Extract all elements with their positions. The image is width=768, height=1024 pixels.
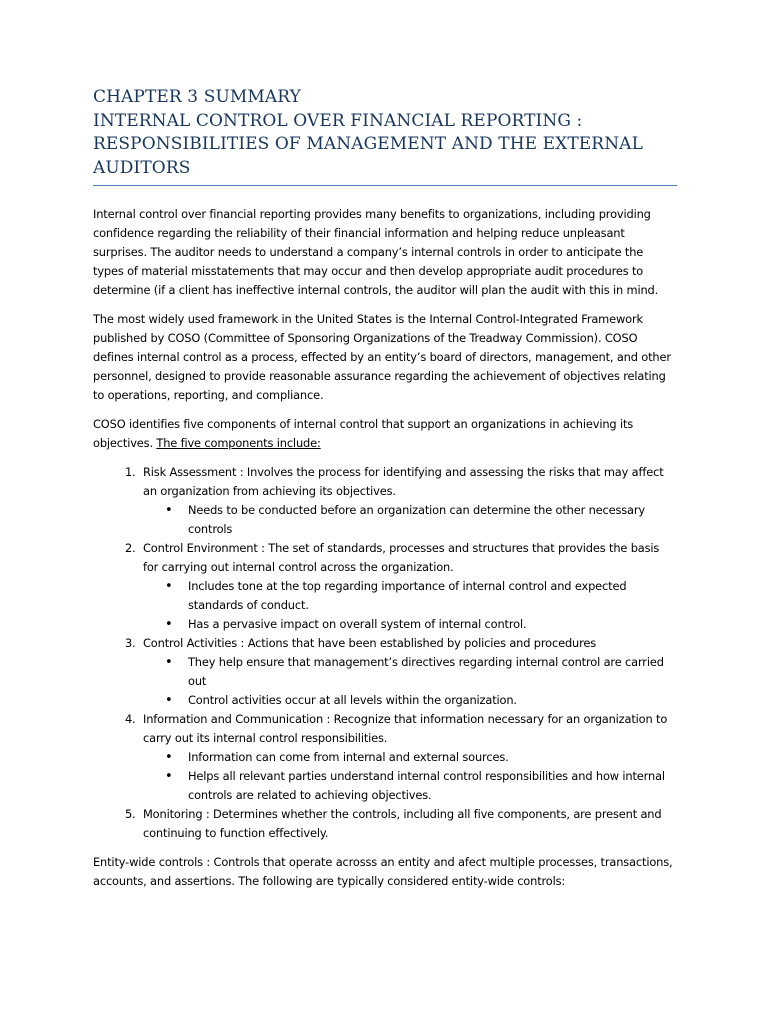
title-line-4: AUDITORS [93,157,191,178]
bullet-item: • Helps all relevant parties understand internal control responsibilities and how internal controls are related to achieving objectives. [188,767,677,805]
intro-paragraph: Internal control over financial reporting provides many benefits to organizations, including providing confidence regarding the reliability of their financial information and helping reduce unpleasant surprises. The auditor needs to understand a company’s internal controls in order to anticipate the types of material misstatements that may occur and then develop appropriate audit procedures to determine (if a client has ineffective internal controls, the auditor will plan the audit with this in mind. [93,207,659,297]
bullet-list [143,577,677,634]
title-line-2: INTERNAL CONTROL OVER FINANCIAL REPORTING : [93,110,583,131]
list-item [139,463,677,539]
list-item [139,710,677,805]
bullet-item: • They help ensure that management’s directives regarding internal control are carried out [188,653,677,691]
component-text: Control Activities : Actions that have been established by policies and procedures [143,636,597,650]
bullet-list [143,748,677,805]
bullet-item: • Includes tone at the top regarding importance of internal control and expected standards of conduct. [188,577,677,615]
title-line-3: RESPONSIBILITIES OF MANAGEMENT AND THE EXTERNAL [93,134,643,154]
bullet-item: • Information can come from internal and external sources. [188,748,677,767]
bullet-item: • Has a pervasive impact on overall system of internal control. [188,615,677,634]
component-text: Control Environment : The set of standards, processes and structures that provides the basis for carrying out internal control across the organization. [143,541,660,574]
entity-wide-paragraph: Entity-wide controls : Controls that operate acrosss an entity and afect multiple processes, transactions, accounts, and assertions. The following are typically considered entity-wide controls: [93,855,673,888]
document-title [93,86,677,186]
document-page [93,86,677,901]
title-line-1: CHAPTER 3 SUMMARY [93,87,301,107]
coso-paragraph: The most widely used framework in the United States is the Internal Control-Integrated Framework published by COSO (Committee of Sponsoring Organizations of the Treadway Commission). COSO defines internal control as a process, effected by an entity’s board of directors, management, and other personnel, designed to provide reasonable assurance regarding the achievement of objectives relating to operations, reporting, and compliance. [93,312,671,402]
bullet-list [143,653,677,710]
list-item [139,805,677,843]
bullet-list [143,501,677,539]
component-text: Risk Assessment : Involves the process for identifying and assessing the risks that may affect an organization from achieving its objectives. [143,465,664,498]
list-item [139,634,677,710]
document-body [93,205,677,891]
components-intro-paragraph [93,415,677,453]
components-list [93,463,677,843]
component-text: Monitoring : Determines whether the controls, including all five components, are present and continuing to function effectively. [143,807,662,840]
components-intro-underlined: The five components include: [156,436,321,450]
component-text: Information and Communication : Recognize that information necessary for an organization to carry out its internal control responsibilities. [143,712,668,745]
bullet-item: • Needs to be conducted before an organization can determine the other necessary controls [188,501,677,539]
bullet-item: • Control activities occur at all levels within the organization. [188,691,677,710]
components-intro-text: COSO identifies five components of internal control that support an organizations in achieving its objectives. [93,417,634,450]
list-item [139,539,677,634]
